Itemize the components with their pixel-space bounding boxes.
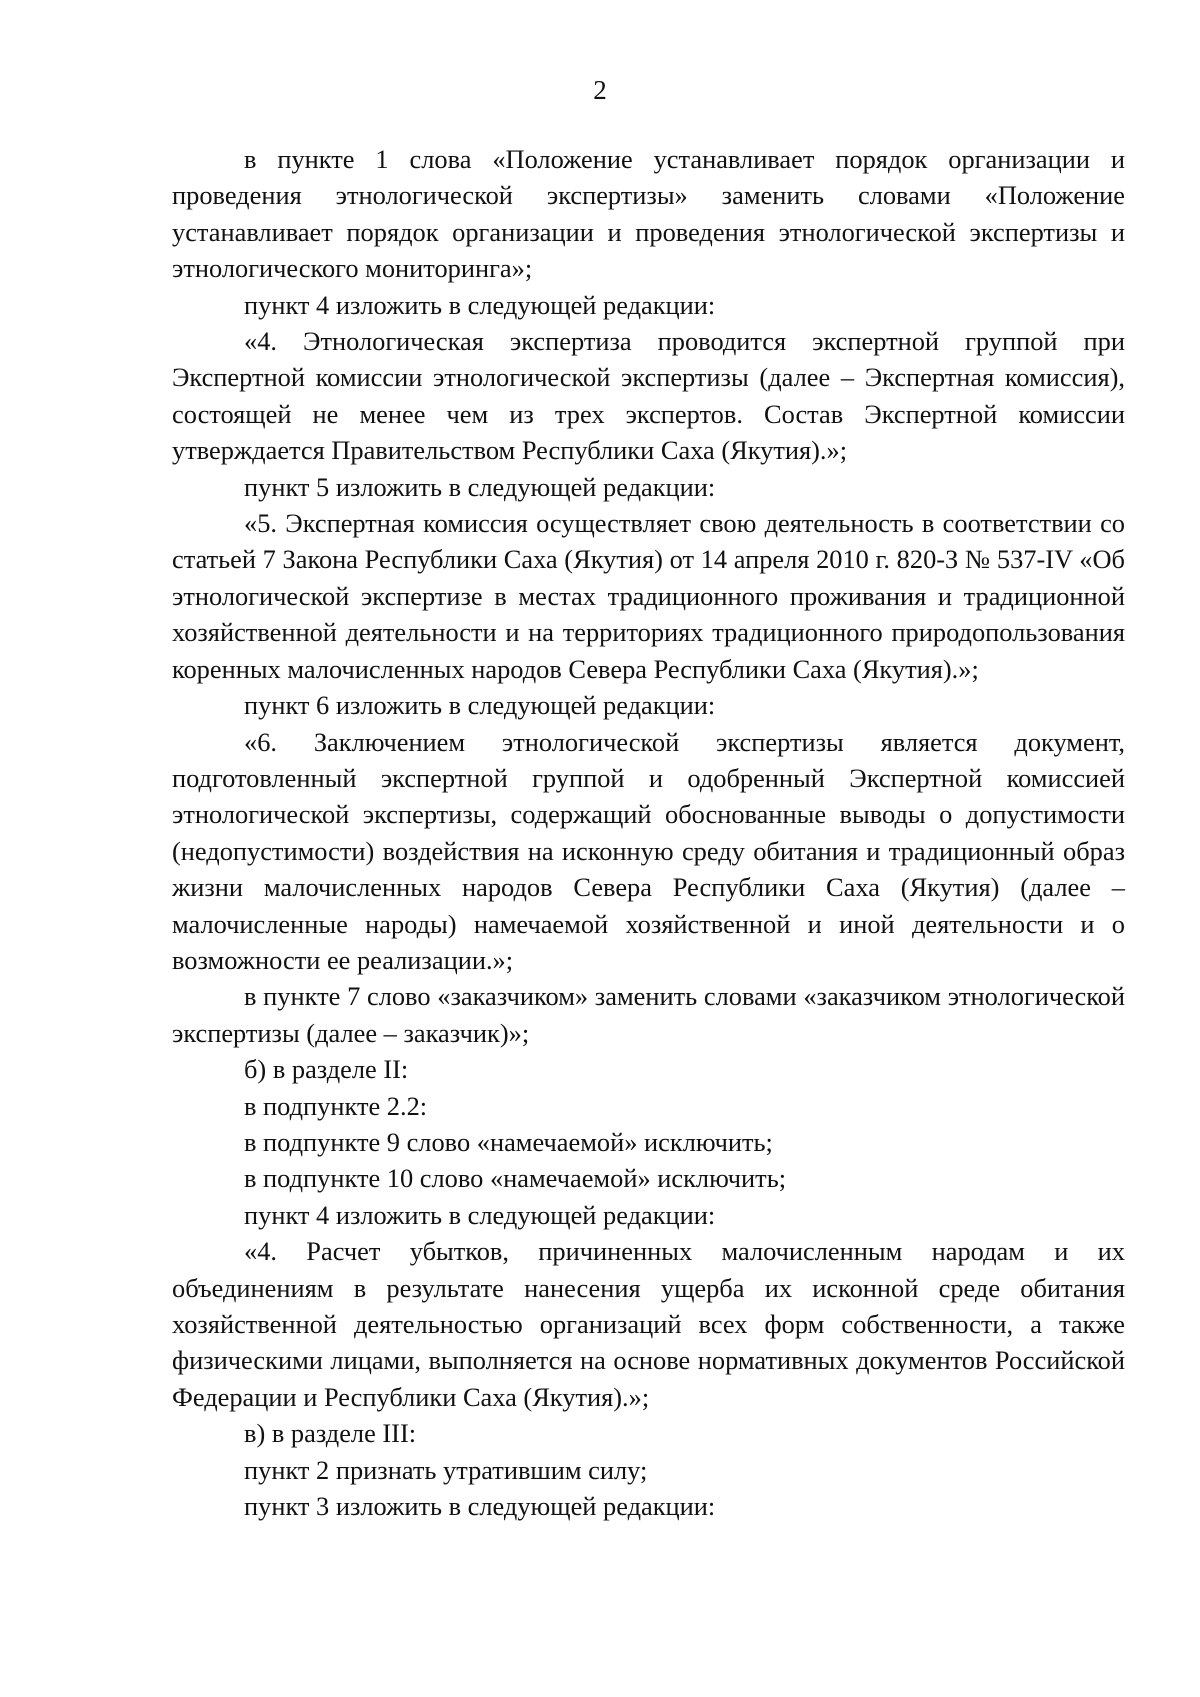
paragraph: «4. Этнологическая экспертиза проводится экспертной группой при Экспертной комиссии этнологической экспертизы (далее – Экспертная комиссия), состоящей не менее чем из трех экспертов. Состав Экспертной комиссии утверждается Правительством Республики Саха (Якутия).»; <box>172 326 1125 466</box>
page-number: 2 <box>593 75 607 105</box>
paragraph: пункт 5 изложить в следующей редакции: <box>244 471 716 502</box>
paragraph: в подпункте 10 слово «намечаемой» исключить; <box>244 1163 787 1194</box>
paragraph: б) в разделе II: <box>244 1054 409 1085</box>
paragraph: в) в разделе III: <box>244 1418 417 1449</box>
paragraph: пункт 4 изложить в следующей редакции: <box>244 1199 716 1230</box>
paragraph: в подпункте 2.2: <box>244 1090 428 1121</box>
paragraph: пункт 3 изложить в следующей редакции: <box>244 1491 716 1522</box>
paragraph: в пункте 7 слово «заказчиком» заменить словами «заказчиком этнологической экспертизы (далее – заказчик)»; <box>172 981 1125 1048</box>
paragraph: пункт 2 признать утратившим силу; <box>244 1454 648 1485</box>
document-body <box>172 141 1125 1524</box>
paragraph: «6. Заключением этнологической экспертизы является документ, подготовленный экспертной группой и одобренный Экспертной комиссией этнологической экспертизы, содержащий обоснованные выводы о допустимости (недопустимости) воздействия на исконную среду обитания и традиционный образ жизни малочисленных народов Севера Республики Саха (Якутия) (далее – малочисленные народы) намечаемой хозяйственной и иной деятельности и о возможности ее реализации.»; <box>172 726 1125 975</box>
paragraph: пункт 4 изложить в следующей редакции: <box>244 289 716 320</box>
paragraph: «4. Расчет убытков, причиненных малочисленным народам и их объединениям в результате нанесения ущерба их исконной среде обитания хозяйственной деятельностью организаций всех форм собственности, а также физическими лицами, выполняется на основе нормативных документов Российской Федерации и Республики Саха (Якутия).»; <box>172 1236 1125 1412</box>
paragraph: «5. Экспертная комиссия осуществляет свою деятельность в соответствии со статьей 7 Закона Республики Саха (Якутия) от 14 апреля 2010 г. 820-З № 537-IV «Об этнологической экспертизе в местах традиционного проживания и традиционной хозяйственной деятельности и на территориях традиционного природопользования коренных малочисленных народов Севера Республики Саха (Якутия).»; <box>172 508 1125 684</box>
paragraph: пункт 6 изложить в следующей редакции: <box>244 690 716 721</box>
paragraph: в подпункте 9 слово «намечаемой» исключить; <box>244 1126 773 1157</box>
paragraph: в пункте 1 слова «Положение устанавливает порядок организации и проведения этнологической экспертизы» заменить словами «Положение устанавливает порядок организации и проведения этнологической экспертизы и этнологического мониторинга»; <box>172 144 1125 284</box>
